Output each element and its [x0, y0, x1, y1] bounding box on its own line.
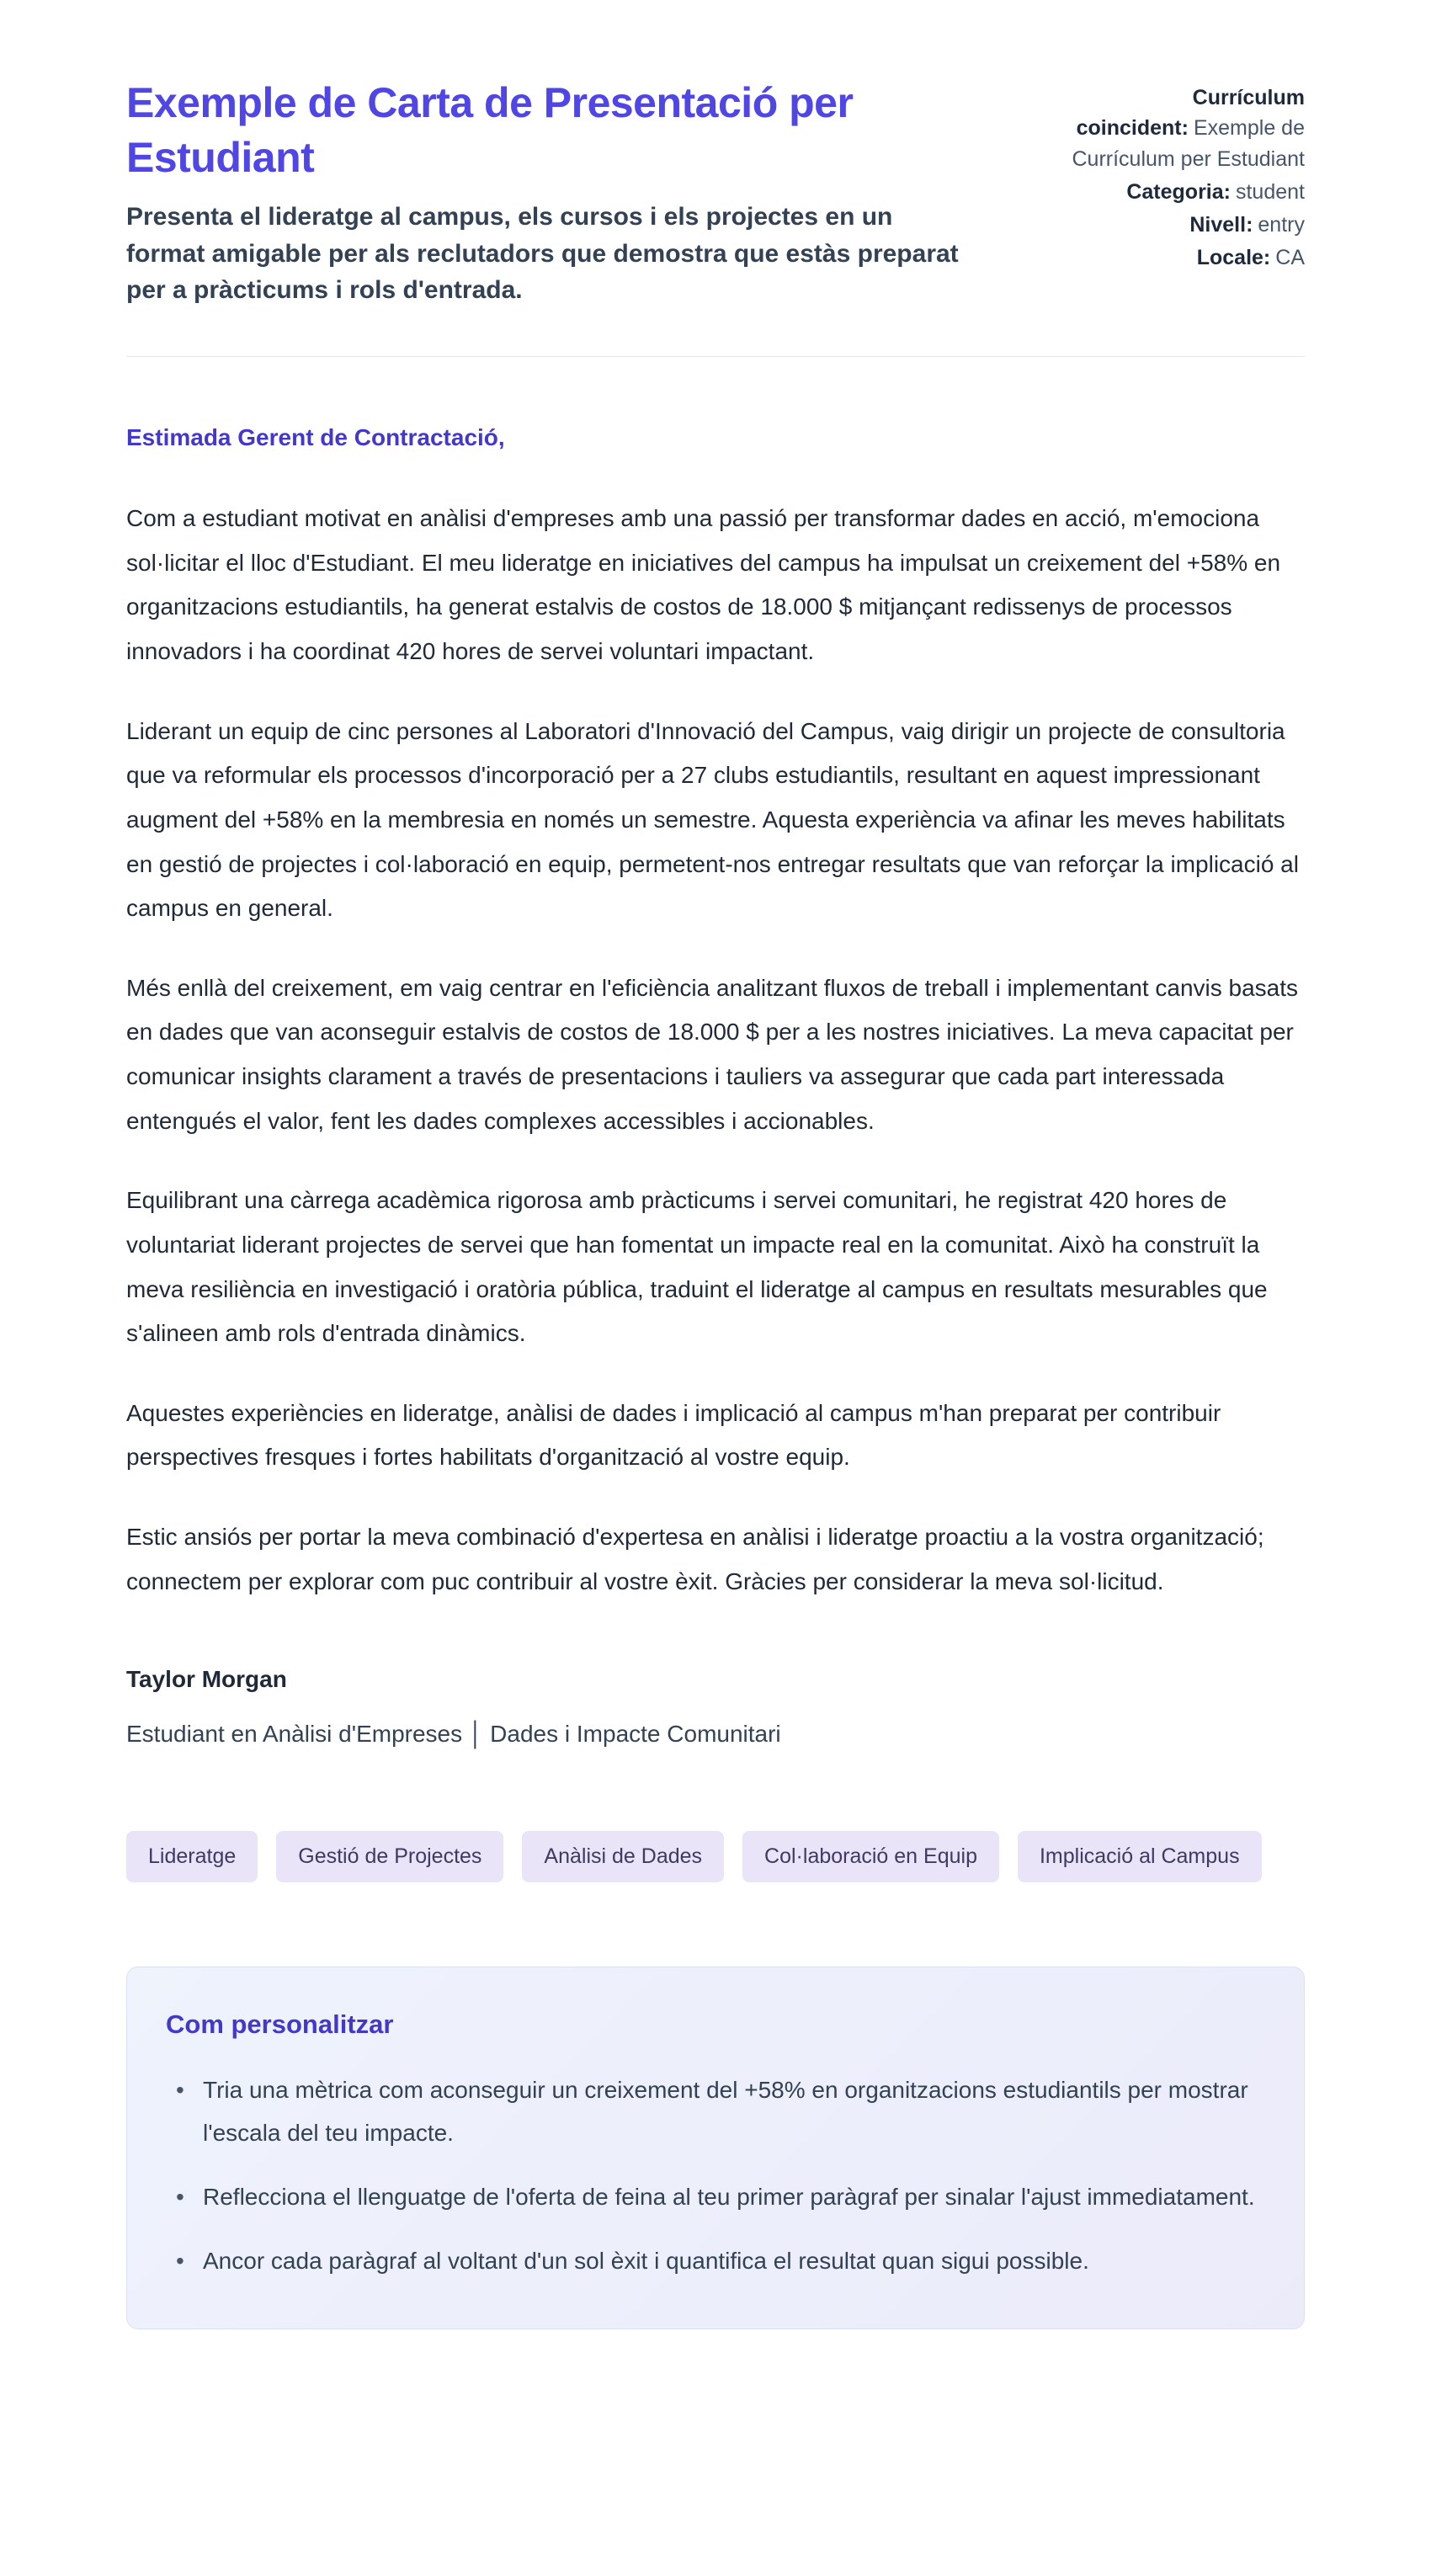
letter-paragraph: Aquestes experiències en lideratge, anàlisi de dades i implicació al campus m'han preparat per contribuir perspectives fresques i fortes habilitats d'organització al vostre equip.: [126, 1399, 1221, 1471]
tips-list: [166, 2068, 1265, 2283]
tag-list: [126, 1831, 1305, 1882]
tip-item: • Ancor cada paràgraf al voltant d'un sol èxit i quantifica el resultat quan sigui possible.: [166, 2239, 1265, 2283]
meta-row-level: [1023, 210, 1305, 240]
letter-paragraph: Equilibrant una càrrega acadèmica rigorosa amb pràcticums i servei comunitari, he registrat 420 hores de voluntariat liderant projectes de servei que han fomentat un impacte real en la comunitat. Això ha construït la meva resiliència en investigació i oratòria pública, traduint el lideratge al campus en resultats mesurables que s'alineen amb rols d'entrada dinàmics.: [126, 1187, 1268, 1347]
meta-value: Exemple de Currículum per Estudiant: [1072, 116, 1305, 171]
meta-value: student: [1235, 179, 1305, 204]
meta-label: Nivell:: [1189, 213, 1253, 237]
page: [126, 0, 1305, 2430]
tips-callout: [126, 1967, 1305, 2329]
meta-row-locale: [1023, 242, 1305, 273]
meta-value: entry: [1258, 213, 1305, 237]
signature-name: Taylor Morgan: [126, 1666, 287, 1693]
letter-paragraph: Més enllà del creixement, em vaig centrar en l'eficiència analitzant fluxos de treball i implementant canvis basats en dades que van aconseguir estalvis de costos de 18.000 $ per a les nostres iniciatives. La meva capacitat per comunicar insights clarament a través de presentacions i tauliers va assegurar que cada part interessada entengués el valor, fent les dades complexes accessibles i accionables.: [126, 974, 1299, 1134]
tag-implicacio-al-campus: Implicació al Campus: [1018, 1831, 1262, 1882]
letter-body: [126, 416, 1305, 1757]
tag-analisi-de-dades: Anàlisi de Dades: [522, 1831, 724, 1882]
page-title: Exemple de Carta de Presentació per Estudiant: [126, 79, 854, 181]
meta-panel: [1023, 76, 1305, 309]
letter-paragraph: Com a estudiant motivat en anàlisi d'empreses amb una passió per transformar dades en acció, m'emociona sol·licitar el lloc d'Estudiant. El meu lideratge en iniciatives del campus ha impulsat un creixement del +58% en organitzacions estudiantils, ha generat estalvis de costos de 18.000 $ mitjançant redissenys de processos innovadors i ha coordinat 420 hores de servei voluntari impactant.: [126, 505, 1281, 664]
signature-role: Estudiant en Anàlisi d'Empreses │ Dades i Impacte Comunitari: [126, 1720, 781, 1747]
meta-row-matching-resume: [1023, 82, 1305, 174]
meta-label: Categoria:: [1126, 179, 1231, 204]
meta-value: CA: [1275, 246, 1305, 270]
salutation: Estimada Gerent de Contractació,: [126, 423, 505, 450]
tip-item: • Reflecciona el llenguatge de l'oferta de feina al teu primer paràgraf per sinalar l'ajust immediatament.: [166, 2175, 1265, 2219]
header: [126, 76, 1305, 309]
tag-collaboracio-en-equip: Col·laboració en Equip: [742, 1831, 999, 1882]
tag-lideratge: Lideratge: [126, 1831, 258, 1882]
letter-paragraph: Estic ansiós per portar la meva combinació d'expertesa en anàlisi i lideratge proactiu a la vostra organització; connectem per explorar com puc contribuir al vostre èxit. Gràcies per considerar la meva sol·licitud.: [126, 1524, 1264, 1594]
meta-row-category: [1023, 177, 1305, 207]
divider: [126, 356, 1305, 357]
letter-paragraph: Liderant un equip de cinc persones al Laboratori d'Innovació del Campus, vaig dirigir un projecte de consultoria que va reformular els processos d'incorporació per a 27 clubs estudiantils, resultant en aquest impressionant augment del +58% en la membresia en només un semestre. Aquesta experiència va afinar les meves habilitats en gestió de projectes i col·laboració en equip, permetent-nos entregar resultats que van reforçar la implicació al campus en general.: [126, 717, 1299, 922]
tips-title: Com personalitzar: [166, 2009, 394, 2039]
tip-item: • Tria una mètrica com aconseguir un creixement del +58% en organitzacions estudiantils per mostrar l'escala del teu impacte.: [166, 2068, 1265, 2156]
page-subtitle: Presenta el lideratge al campus, els cursos i els projectes en un format amigable per als reclutadors que demostra que estàs preparat per a pràcticums i rols d'entrada.: [126, 203, 959, 304]
header-left: [126, 76, 972, 309]
tag-gestio-de-projectes: Gestió de Projectes: [276, 1831, 503, 1882]
meta-label: Currículum coincident:: [1076, 86, 1305, 141]
meta-label: Locale:: [1196, 246, 1271, 270]
